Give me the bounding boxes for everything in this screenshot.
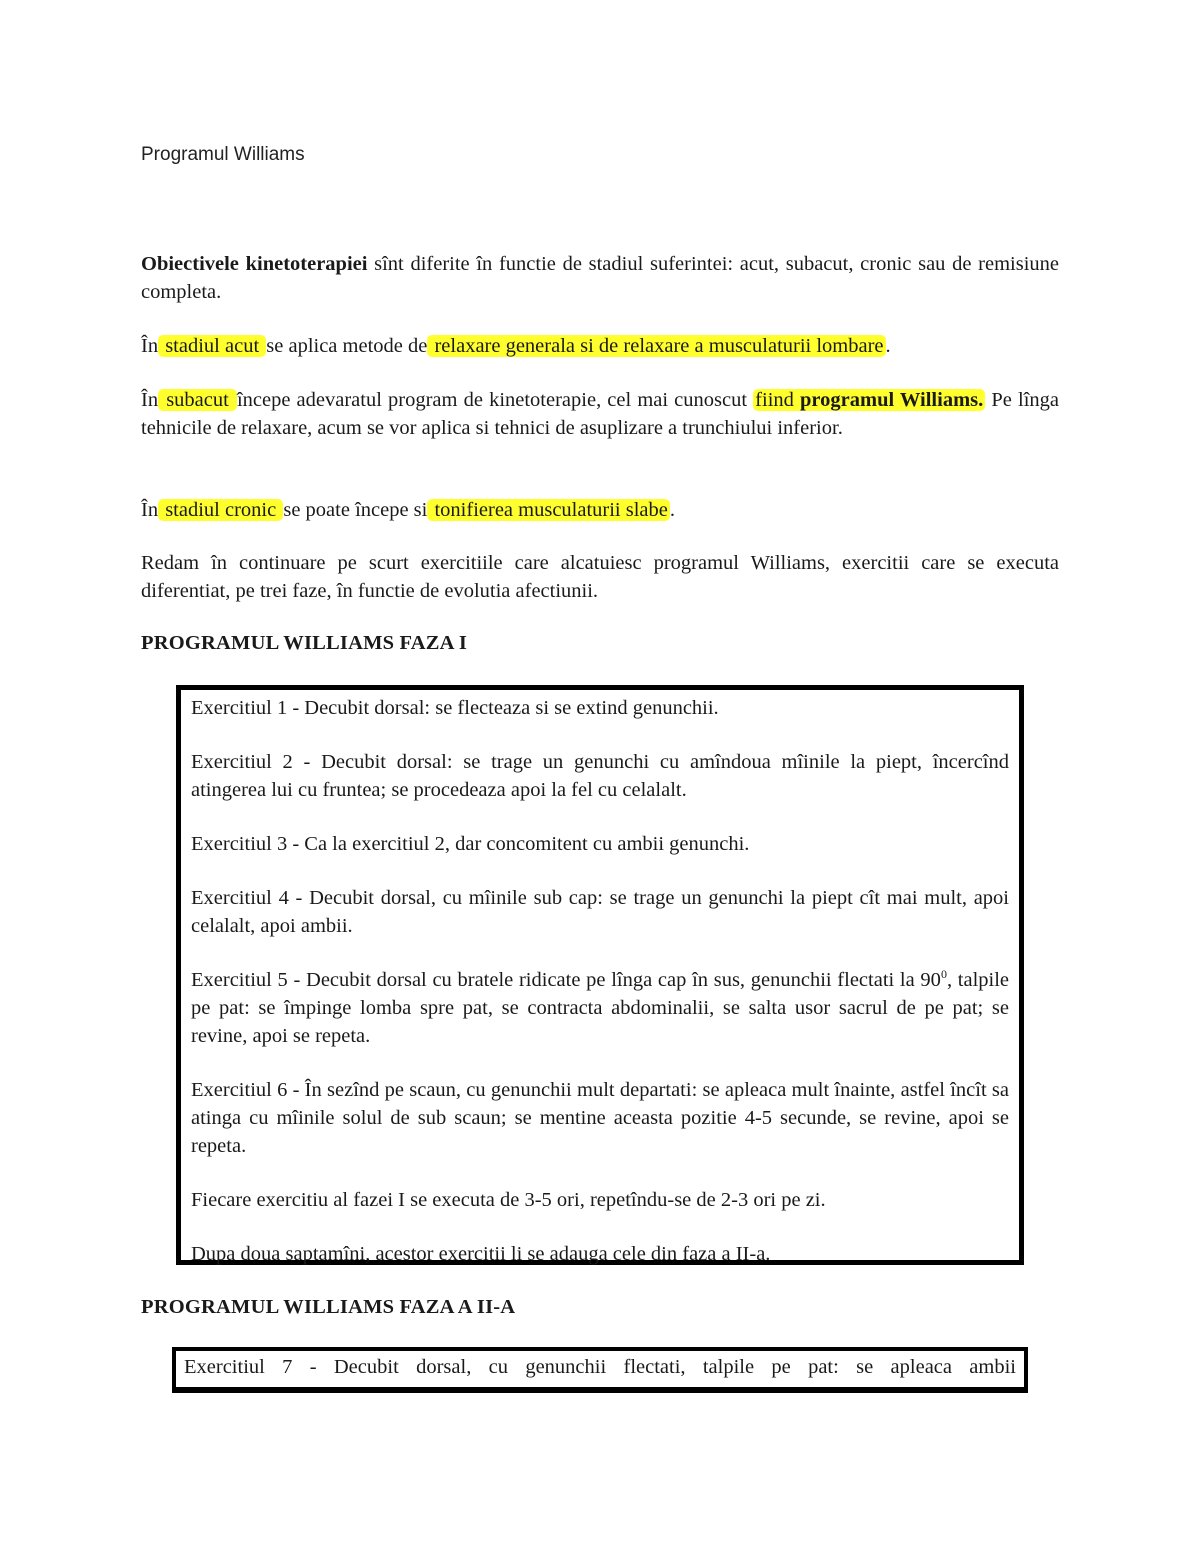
exercise-3: Exercitiul 3 - Ca la exercitiul 2, dar concomitent cu ambii genunchi.	[191, 833, 750, 855]
intro-paragraph	[141, 250, 1059, 306]
subacut-prefix: În	[141, 389, 159, 411]
faza-1-box	[176, 685, 1024, 1265]
exercise-5	[191, 966, 1009, 1050]
highlight-fiind: fiind	[755, 389, 801, 411]
faza-1-note-after: Dupa doua saptamîni, acestor exercitii li se adauga cele din faza a II-a.	[191, 1243, 771, 1265]
exercise-6: Exercitiul 6 - În sezînd pe scaun, cu genunchii mult departati: se apleaca mult înainte, astfel încît sa atinga cu mîinile solul de sub scaun; se mentine aceasta pozitie 4-5 secunde, se revine, apoi se repeta.	[191, 1079, 1009, 1157]
exercise-1: Exercitiul 1 - Decubit dorsal: se flecteaza si se extind genunchii.	[191, 697, 719, 719]
acut-paragraph	[141, 332, 1059, 360]
exercise-5-text-a: Exercitiul 5 - Decubit dorsal cu bratele ridicate pe lînga cap în sus, genunchii flectati la 90	[191, 969, 941, 991]
subacut-text: începe adevaratul program de kinetoterapie, cel mai cunoscut	[236, 389, 754, 411]
redam-paragraph: Redam în continuare pe scurt exercitiile care alcatuiesc programul Williams, exercitii care se executa diferentiat, pe trei faze, în functie de evolutia afectiunii.	[141, 552, 1059, 602]
document-title: Programul Williams	[141, 144, 305, 165]
degree-superscript: 0	[940, 967, 947, 982]
cronic-prefix: În	[141, 499, 159, 521]
exercise-4: Exercitiul 4 - Decubit dorsal, cu mîinile sub cap: se trage un genunchi la piept cît mai mult, apoi celalalt, apoi ambii.	[191, 887, 1009, 937]
highlight-stadiul-cronic: stadiul cronic	[160, 499, 282, 521]
intro-bold-term: Obiectivele kinetoterapiei	[141, 253, 368, 275]
exercise-5-text-b: , talpile pe pat: se împinge lomba spre pat, se contracta abdominalii, se salta usor sacrul de pe pat; se revine, apoi se repeta.	[191, 969, 1010, 1047]
cronic-text: se poate începe si	[283, 499, 428, 521]
faza-1-note-repetitions: Fiecare exercitiu al fazei I se executa de 3-5 ori, repetîndu-se de 2-3 ori pe zi.	[191, 1189, 826, 1211]
acut-text: se aplica metode de	[266, 335, 428, 357]
highlight-programul-bold: programul Williams.	[800, 389, 984, 411]
highlight-subacut: subacut	[160, 389, 235, 411]
highlight-relaxare: relaxare generala si de relaxare a musculaturii lombare	[429, 335, 884, 357]
subacut-rest: Pe lînga tehnicile de relaxare, acum se vor aplica si tehnici de asuplizare a trunchiului inferior.	[141, 389, 1059, 439]
acut-end: .	[885, 335, 891, 357]
highlight-stadiul-acut: stadiul acut	[160, 335, 265, 357]
exercise-2: Exercitiul 2 - Decubit dorsal: se trage un genunchi cu amîndoua mîinile la piept, încercînd atingerea lui cu fruntea; se procedeaza apoi la fel cu celalalt.	[191, 751, 1009, 801]
acut-prefix: În	[141, 335, 159, 357]
heading-faza-2: PROGRAMUL WILLIAMS FAZA A II-A	[141, 1296, 516, 1318]
cronic-end: .	[669, 499, 675, 521]
intro-text: sînt diferite în functie de stadiul suferintei: acut, subacut, cronic sau de remisiune completa.	[141, 253, 1059, 303]
highlight-programul-williams	[753, 389, 985, 411]
highlight-tonifierea: tonifierea musculaturii slabe	[429, 499, 668, 521]
heading-faza-1: PROGRAMUL WILLIAMS FAZA I	[141, 632, 468, 654]
cronic-paragraph	[141, 496, 1059, 524]
faza-2-box	[172, 1347, 1028, 1393]
subacut-paragraph	[141, 386, 1059, 442]
exercise-7: Exercitiul 7 - Decubit dorsal, cu genunchii flectati, talpile pe pat: se apleaca ambii	[184, 1356, 1016, 1378]
